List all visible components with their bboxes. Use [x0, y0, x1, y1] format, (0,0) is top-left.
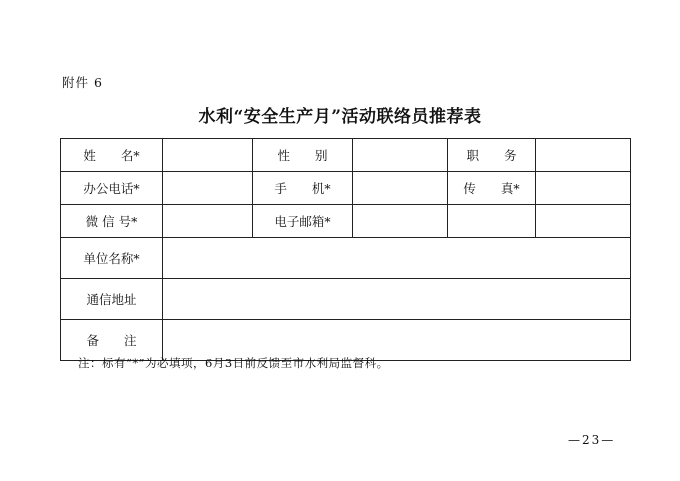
wechat-field[interactable] [163, 205, 253, 238]
table-row [61, 139, 631, 172]
gender-field[interactable] [353, 139, 448, 172]
fax-label: 传 真* [448, 172, 536, 205]
form-title: 水利“安全生产月”活动联络员推荐表 [198, 107, 482, 127]
office-phone-field[interactable] [163, 172, 253, 205]
table-row [61, 172, 631, 205]
wechat-label: 微 信 号* [61, 205, 163, 238]
table-row [61, 279, 631, 320]
address-label: 通信地址 [61, 279, 163, 320]
name-field[interactable] [163, 139, 253, 172]
table-row [61, 238, 631, 279]
name-label: 姓 名* [61, 139, 163, 172]
recommendation-form-table [60, 138, 631, 361]
empty-cell[interactable] [448, 205, 536, 238]
table-row [61, 205, 631, 238]
email-field[interactable] [353, 205, 448, 238]
footnote: 注：标有“*”为必填项，6月3日前反馈至市水利局监督科。 [78, 356, 389, 370]
mobile-field[interactable] [353, 172, 448, 205]
position-field[interactable] [536, 139, 631, 172]
unit-name-label: 单位名称* [61, 238, 163, 279]
gender-label: 性 别 [253, 139, 353, 172]
empty-cell[interactable] [536, 205, 631, 238]
position-label: 职 务 [448, 139, 536, 172]
attachment-label: 附件 6 [62, 75, 103, 90]
email-label: 电子邮箱* [253, 205, 353, 238]
remarks-label: 备 注 [61, 320, 163, 361]
office-phone-label: 办公电话* [61, 172, 163, 205]
page-number: —23— [568, 433, 616, 447]
unit-name-field[interactable] [163, 238, 631, 279]
fax-field[interactable] [536, 172, 631, 205]
address-field[interactable] [163, 279, 631, 320]
mobile-label: 手 机* [253, 172, 353, 205]
